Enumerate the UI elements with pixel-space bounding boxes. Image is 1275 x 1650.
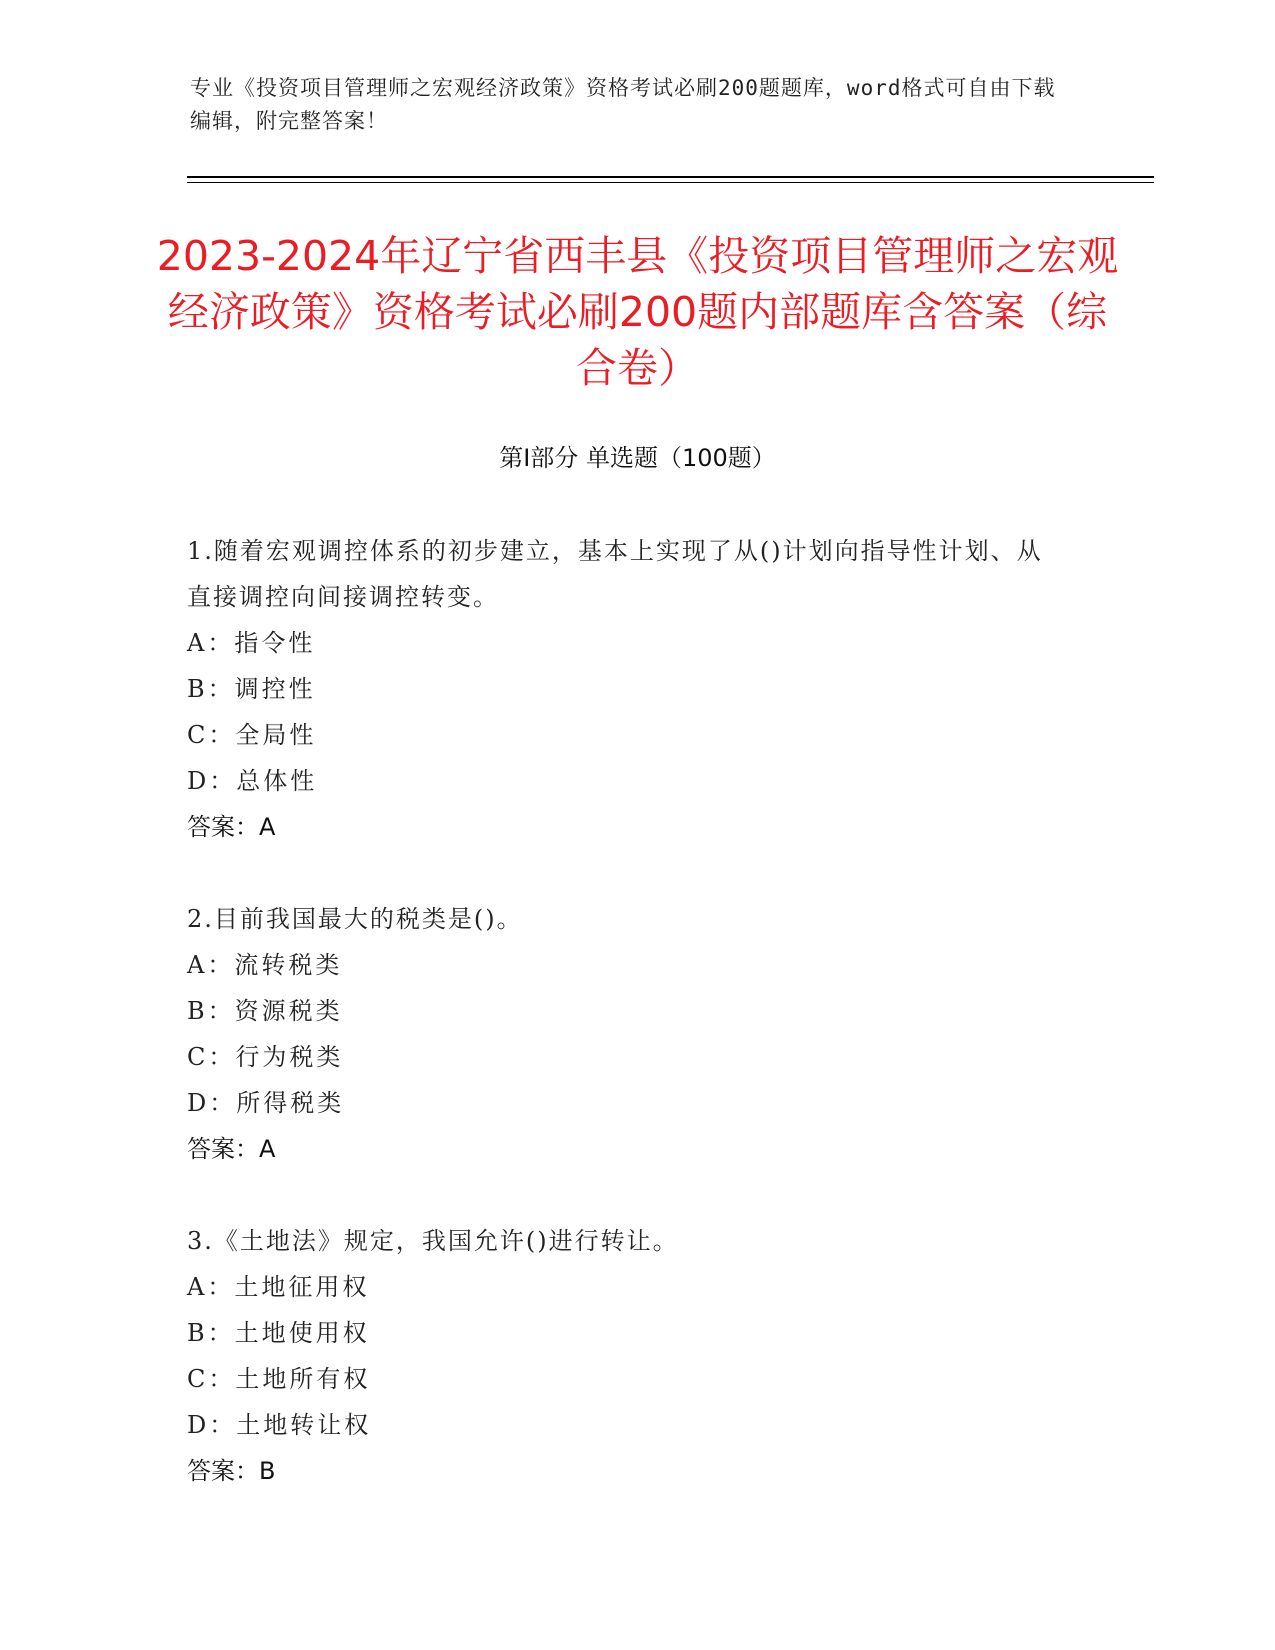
- question-stem: 1.随着宏观调控体系的初步建立，基本上实现了从()计划向指导性计划、从直接调控向间接调控转变。: [187, 537, 1043, 611]
- question-stem: 2.目前我国最大的税类是()。: [187, 905, 523, 933]
- answer-line: 答案：A: [187, 813, 276, 841]
- option-b: B：土地使用权: [187, 1319, 370, 1347]
- option-d: D：所得税类: [187, 1089, 345, 1117]
- option-c: C：全局性: [187, 721, 317, 749]
- answer-line: 答案：B: [187, 1457, 276, 1485]
- option-c: C：土地所有权: [187, 1365, 371, 1393]
- option-d: D：土地转让权: [187, 1411, 372, 1439]
- answer-line: 答案：A: [187, 1135, 276, 1163]
- option-d: D：总体性: [187, 767, 318, 795]
- question-item: [187, 528, 1067, 850]
- option-c: C：行为税类: [187, 1043, 344, 1071]
- header-rule-thick: [187, 176, 1154, 178]
- question-stem: 3.《土地法》规定，我国允许()进行转让。: [187, 1227, 679, 1255]
- option-b: B：调控性: [187, 675, 316, 703]
- option-a: A：指令性: [187, 629, 316, 657]
- question-item: [187, 1218, 1067, 1494]
- option-a: A：土地征用权: [187, 1273, 370, 1301]
- document-title: 2023-2024年辽宁省西丰县《投资项目管理师之宏观经济政策》资格考试必刷200题内部题库含答案（综合卷）: [156, 232, 1119, 392]
- option-a: A：流转税类: [187, 951, 343, 979]
- header-rule-thin: [187, 182, 1154, 183]
- question-item: [187, 896, 1067, 1172]
- section-heading: 第I部分 单选题（100题）: [499, 444, 776, 472]
- option-b: B：资源税类: [187, 997, 343, 1025]
- header-note: 专业《投资项目管理师之宏观经济政策》资格考试必刷200题题库，word格式可自由下载编辑，附完整答案！: [190, 76, 1056, 133]
- question-list: [187, 528, 1067, 1540]
